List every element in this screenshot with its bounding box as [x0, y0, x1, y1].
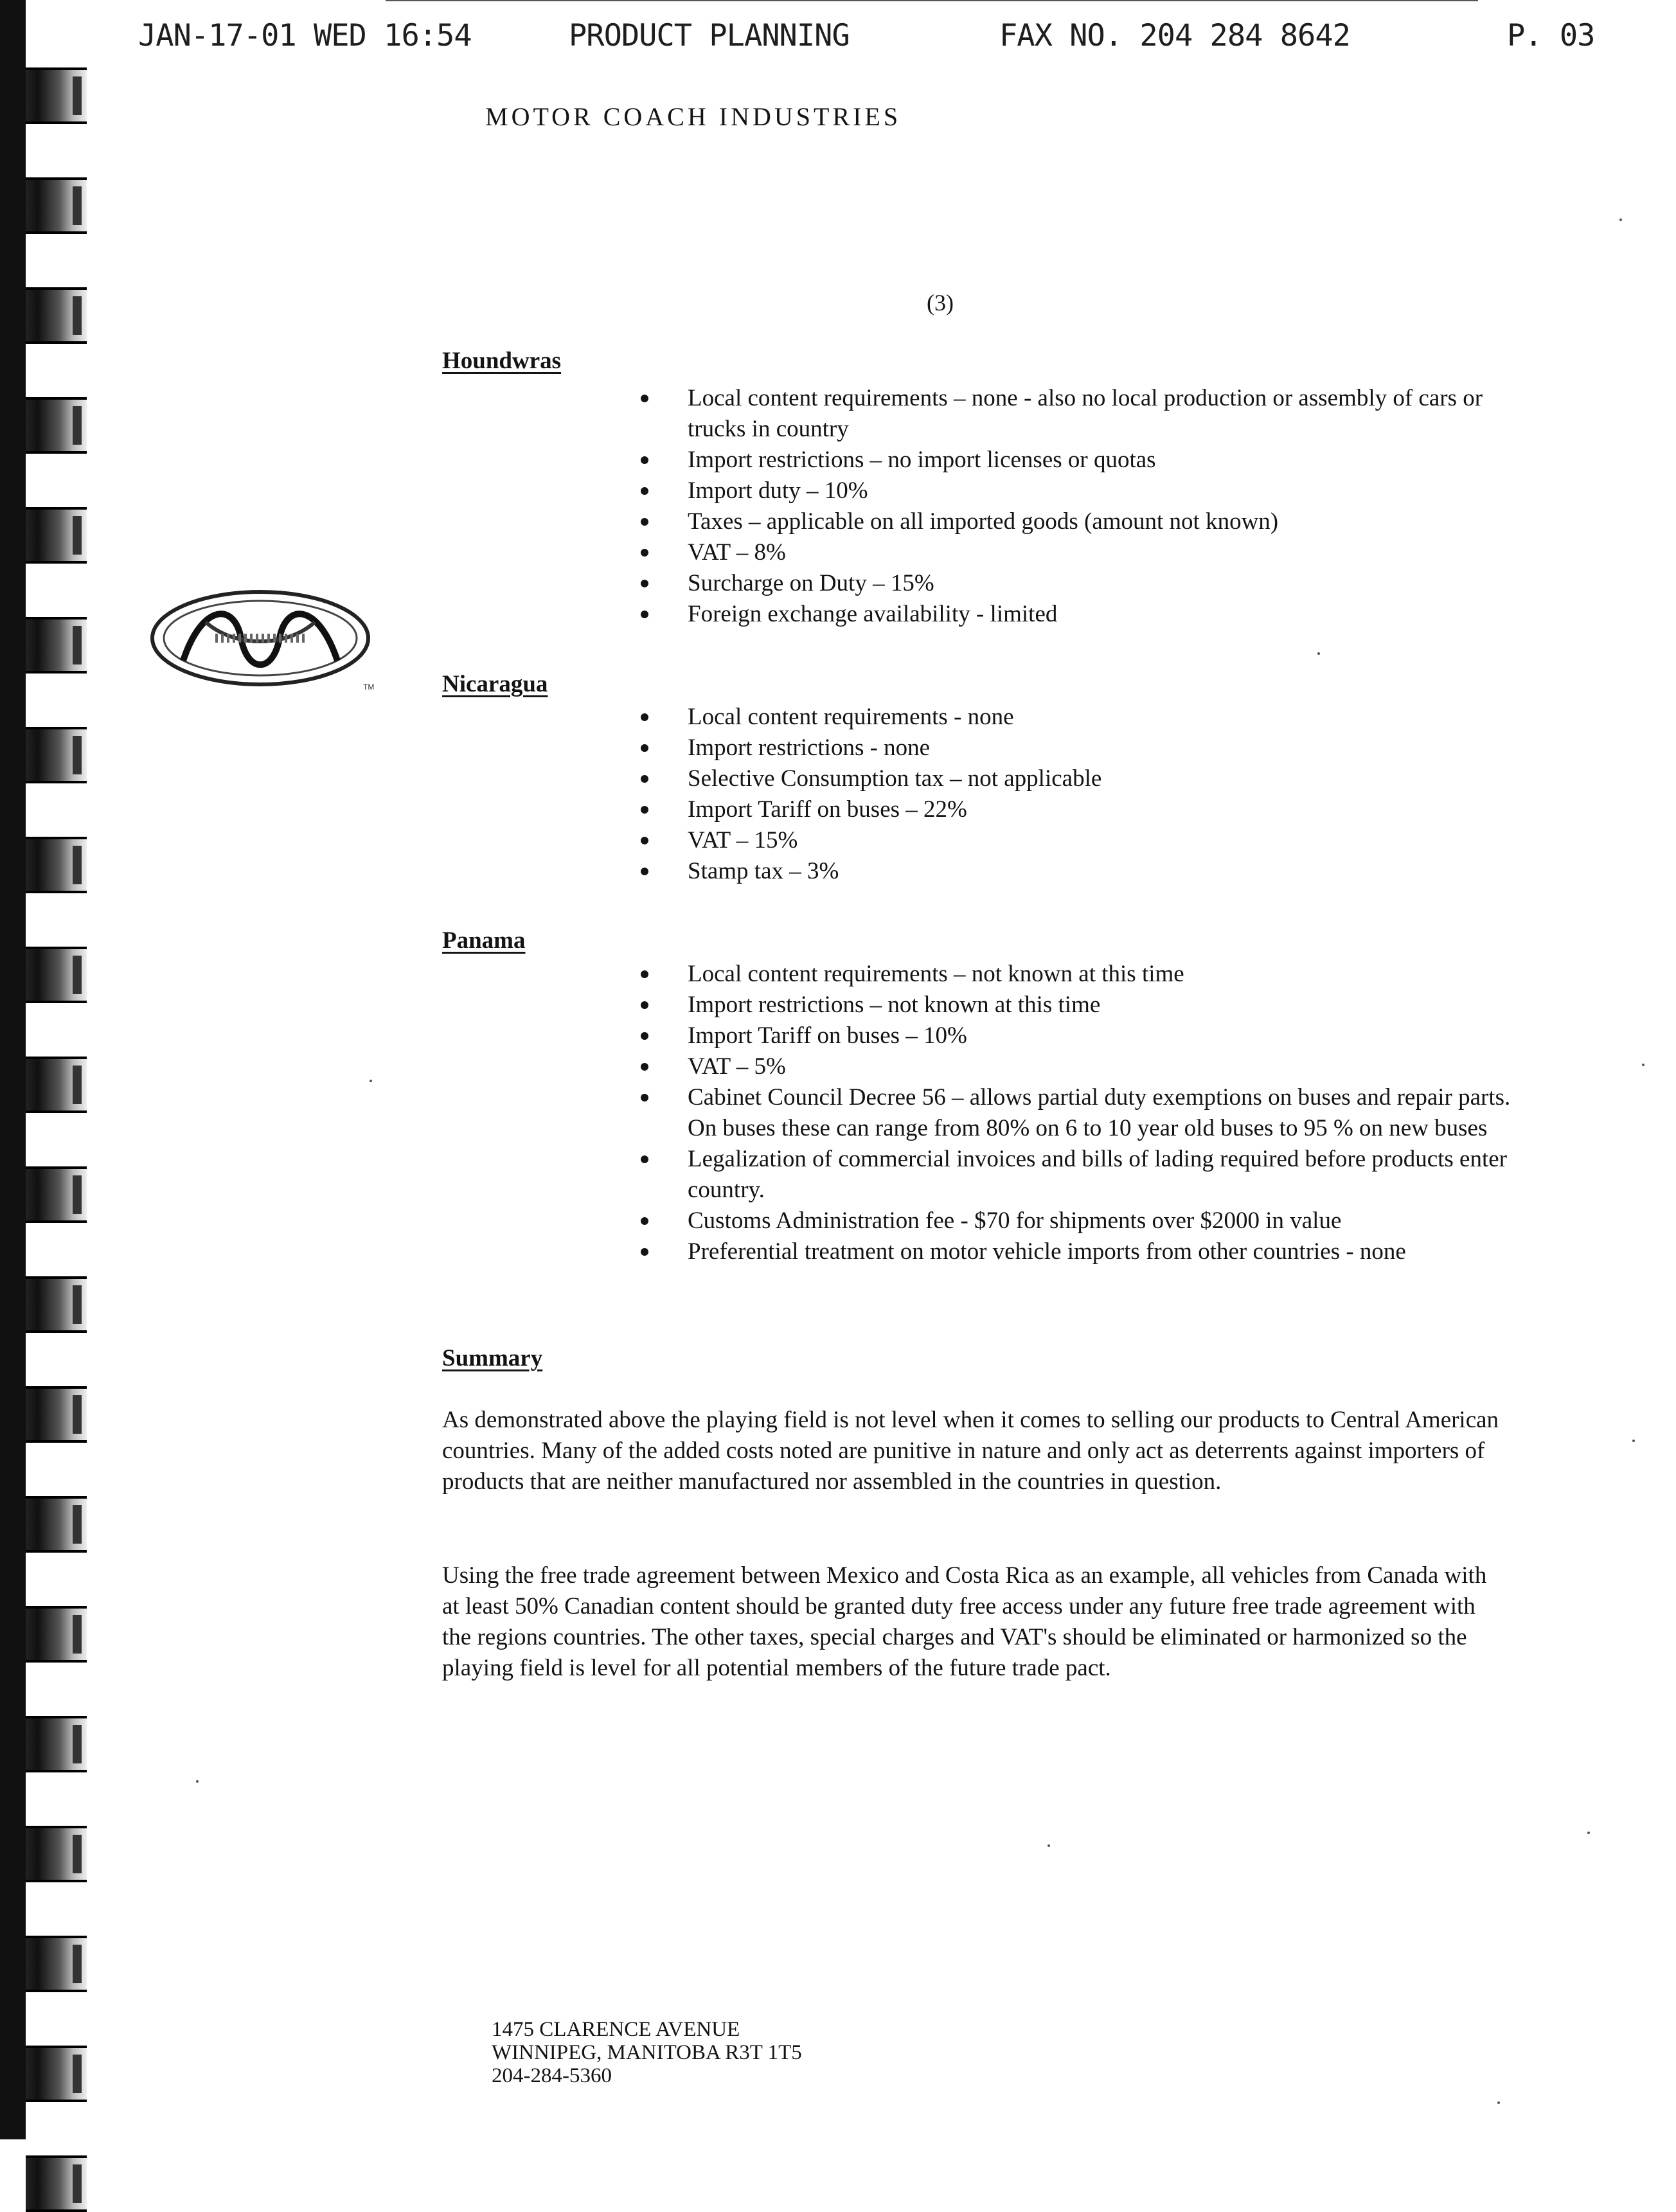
binder-ring — [26, 397, 87, 454]
list-item: Import restrictions - none — [633, 733, 1539, 763]
scan-speck — [1048, 1844, 1050, 1847]
scan-speck — [1632, 1440, 1635, 1442]
binder-ring — [26, 507, 87, 564]
fax-number: FAX NO. 204 284 8642 — [999, 18, 1350, 53]
address-phone: 204-284-5360 — [492, 2064, 612, 2087]
binder-ring — [26, 837, 87, 893]
list-item: Import Tariff on buses – 10% — [633, 1021, 1539, 1051]
address-city: WINNIPEG, MANITOBA R3T 1T5 — [492, 2041, 802, 2064]
bullet-list-honduras — [633, 383, 1539, 630]
section-heading-honduras: Houndwras — [442, 348, 562, 374]
scan-speck — [1497, 2101, 1500, 2104]
mci-oval-logo-icon — [145, 577, 389, 709]
scan-speck — [370, 1080, 372, 1082]
list-item: Foreign exchange availability - limited — [633, 599, 1539, 630]
list-item: Legalization of commercial invoices and bills of lading required before products enter country. — [633, 1144, 1539, 1206]
list-item: VAT – 8% — [633, 537, 1539, 568]
top-border-line — [386, 0, 1478, 1]
binder-ring — [26, 947, 87, 1003]
binder-ring — [26, 727, 87, 783]
fax-department: PRODUCT PLANNING — [569, 18, 850, 53]
binder-ring — [26, 1826, 87, 1882]
list-item: VAT – 5% — [633, 1051, 1539, 1082]
fax-header — [0, 18, 1676, 57]
company-name: MOTOR COACH INDUSTRIES — [485, 102, 902, 131]
binder-ring — [26, 177, 87, 234]
trademark-mark: TM — [363, 682, 375, 691]
binder-ring — [26, 1716, 87, 1772]
bullet-list-panama — [633, 959, 1539, 1267]
fax-page: P. 03 — [1507, 18, 1595, 53]
list-item: Selective Consumption tax – not applicable — [633, 763, 1539, 794]
address-street: 1475 CLARENCE AVENUE — [492, 2018, 740, 2041]
binder-ring — [26, 2046, 87, 2102]
summary-paragraph: Using the free trade agreement between Mexico and Costa Rica as an example, all vehicles from Canada with at least 50% Canadian content should be granted duty free access under any future free trade agreement with the regions countries. The other taxes, special charges and VAT's should be eliminated or harmonized so the playing field is level for all potential members of the future trade pact. — [442, 1562, 1487, 1681]
binder-ring — [26, 1386, 87, 1443]
company-address — [492, 2018, 802, 2087]
scan-speck — [1619, 219, 1622, 221]
list-item: Local content requirements – not known at this time — [633, 959, 1539, 990]
binder-ring — [26, 1496, 87, 1553]
section-heading-nicaragua: Nicaragua — [442, 671, 548, 697]
list-item: Import Tariff on buses – 22% — [633, 794, 1539, 825]
summary-paragraph: As demonstrated above the playing field is not level when it comes to selling our products to Central American countries. Many of the added costs noted are punitive in nature and only act as deterrents against importers of products that are neither manufactured nor assembled in the countries in question. — [442, 1407, 1499, 1495]
page-number: (3) — [927, 290, 954, 316]
scan-speck — [1317, 652, 1320, 655]
bullet-list-nicaragua — [633, 702, 1539, 887]
list-item: Cabinet Council Decree 56 – allows partial duty exemptions on buses and repair parts. On buses these can range from 80% on 6 to 10 year old buses to 95 % on new buses — [633, 1082, 1539, 1144]
binder-ring — [26, 67, 87, 124]
binder-ring — [26, 2155, 87, 2212]
fax-datetime: JAN-17-01 WED 16:54 — [138, 18, 472, 53]
binder-ring — [26, 1166, 87, 1223]
list-item: Stamp tax – 3% — [633, 856, 1539, 887]
binder-ring — [26, 1276, 87, 1333]
list-item: Customs Administration fee - $70 for shipments over $2000 in value — [633, 1206, 1539, 1236]
list-item: Import duty – 10% — [633, 476, 1539, 506]
list-item: Taxes – applicable on all imported goods (amount not known) — [633, 506, 1539, 537]
binder-strip — [0, 0, 26, 2139]
section-heading-summary: Summary — [442, 1345, 543, 1371]
binder-ring — [26, 287, 87, 344]
scan-speck — [1642, 1064, 1645, 1066]
binder-ring — [26, 1606, 87, 1663]
list-item: Import restrictions – no import licenses or quotas — [633, 445, 1539, 476]
binder-ring — [26, 617, 87, 673]
list-item: Surcharge on Duty – 15% — [633, 568, 1539, 599]
binder-ring — [26, 1057, 87, 1113]
scan-speck — [196, 1780, 199, 1783]
scan-speck — [1587, 1832, 1590, 1834]
binder-ring — [26, 1936, 87, 1992]
list-item: Preferential treatment on motor vehicle imports from other countries - none — [633, 1236, 1539, 1267]
list-item: Local content requirements – none - also no local production or assembly of cars or trucks in country — [633, 383, 1539, 445]
list-item: VAT – 15% — [633, 825, 1539, 856]
section-heading-panama: Panama — [442, 927, 526, 954]
list-item: Local content requirements - none — [633, 702, 1539, 733]
list-item: Import restrictions – not known at this time — [633, 990, 1539, 1021]
